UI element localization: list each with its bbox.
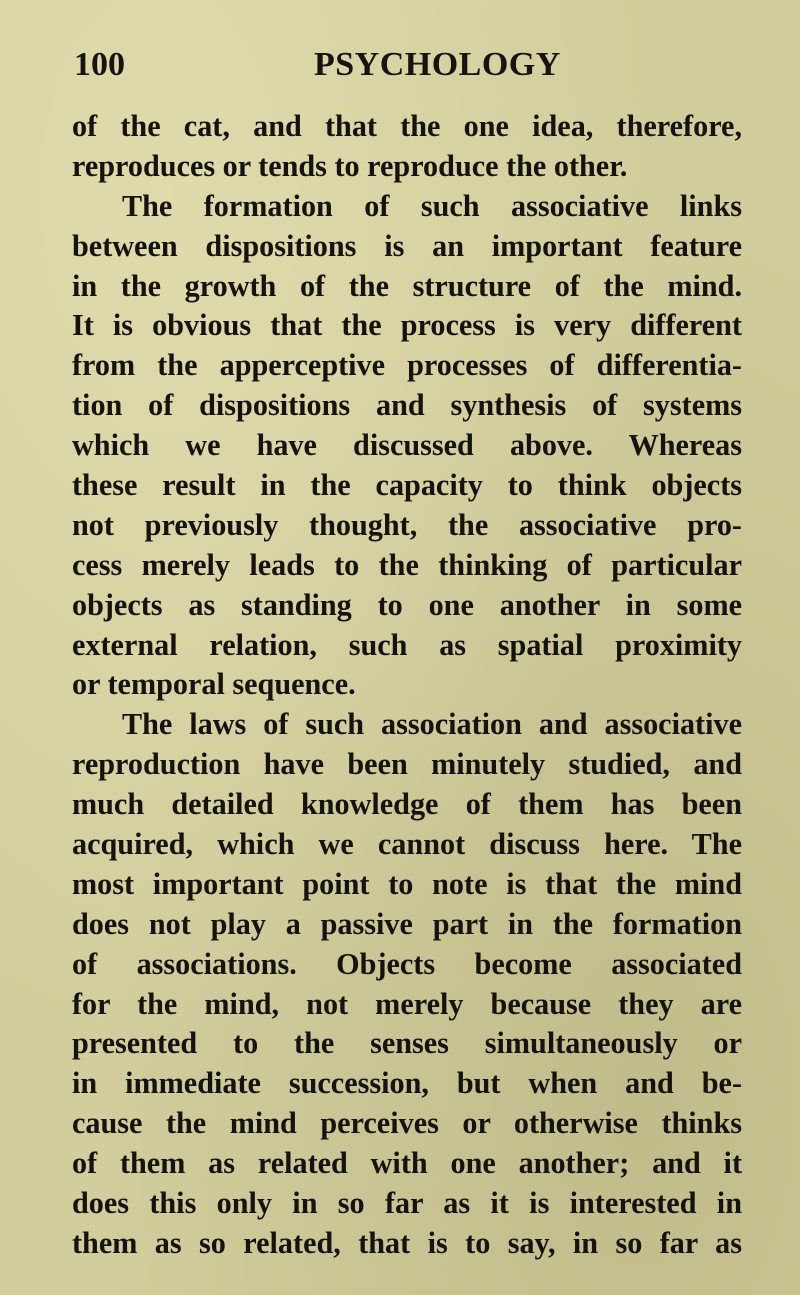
body-text	[72, 107, 742, 1264]
text-line: reproduces or tends to reproduce the other.	[72, 148, 628, 183]
text-line: presented to the senses simultaneously or	[72, 1026, 742, 1061]
text-line: them as so related, that is to say, in so far as	[72, 1225, 742, 1260]
text-line: The formation of such associative links	[122, 188, 742, 223]
text-line: of them as related with one another; and it	[72, 1146, 742, 1181]
text-line: cause the mind perceives or otherwise thinks	[72, 1106, 742, 1141]
text-line: or temporal sequence.	[72, 667, 356, 702]
text-line: does not play a passive part in the formation	[72, 906, 742, 941]
text-line: not previously thought, the associative pro-	[72, 507, 742, 542]
text-line: in the growth of the structure of the mind.	[72, 268, 742, 303]
text-line: which we have discussed above. Whereas	[72, 428, 742, 463]
text-line: acquired, which we cannot discuss here. The	[72, 827, 742, 862]
running-title: PSYCHOLOGY	[314, 46, 561, 83]
text-line: most important point to note is that the mind	[72, 866, 742, 901]
text-line: The laws of such association and associative	[122, 707, 742, 742]
text-line: does this only in so far as it is interested in	[72, 1186, 742, 1221]
text-line: between dispositions is an important feature	[72, 228, 742, 263]
text-line: cess merely leads to the thinking of particular	[72, 547, 742, 582]
text-line: of the cat, and that the one idea, therefore,	[72, 109, 742, 143]
text-line: much detailed knowledge of them has been	[72, 787, 742, 822]
text-line: external relation, such as spatial proximity	[72, 627, 742, 662]
text-line: objects as standing to one another in some	[72, 587, 742, 622]
text-line: these result in the capacity to think objects	[72, 468, 742, 503]
text-line: tion of dispositions and synthesis of systems	[72, 388, 742, 423]
running-head	[74, 46, 740, 96]
text-line: in immediate succession, but when and be-	[72, 1066, 742, 1101]
text-line: reproduction have been minutely studied, and	[72, 747, 742, 782]
text-line: It is obvious that the process is very different	[72, 308, 742, 343]
text-line: from the apperceptive processes of differentia-	[72, 348, 742, 383]
page-number: 100	[74, 46, 125, 83]
text-line: of associations. Objects become associated	[72, 946, 742, 981]
text-line: for the mind, not merely because they are	[72, 986, 742, 1021]
